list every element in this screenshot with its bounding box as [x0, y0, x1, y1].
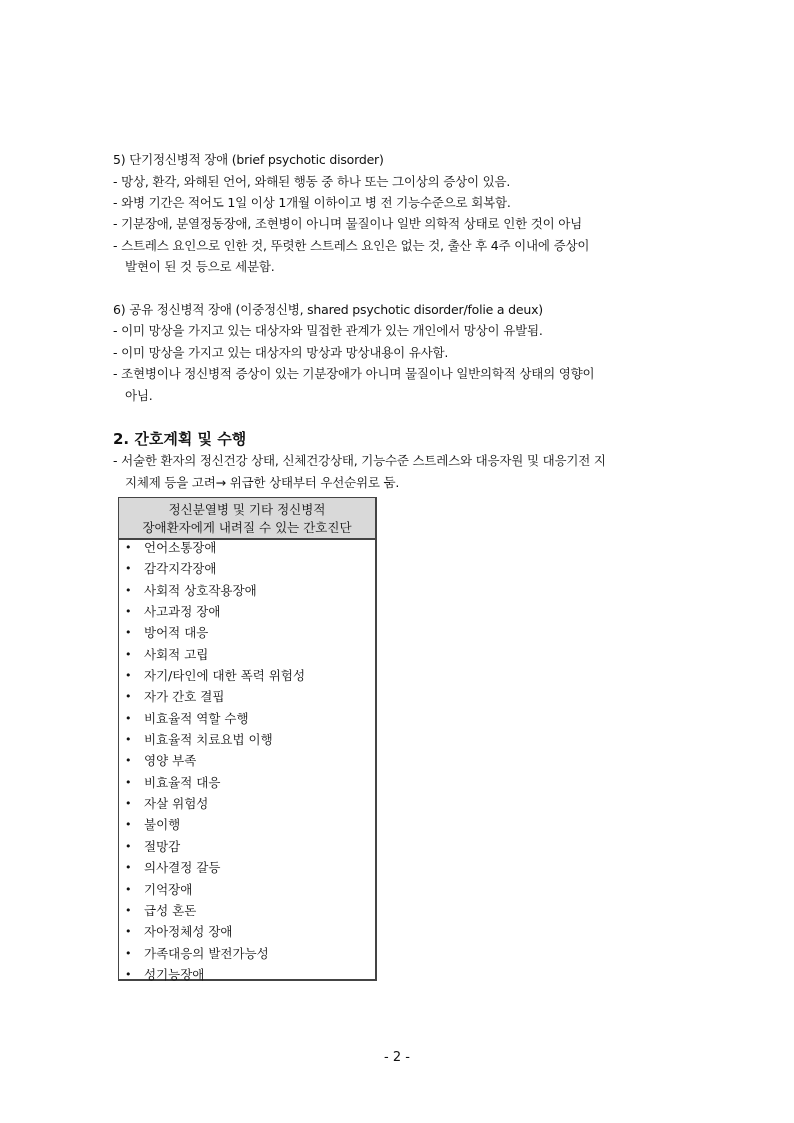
list-item-text: 사고과정 장애 — [144, 604, 221, 620]
bullet-icon: • — [125, 647, 132, 661]
list-item — [119, 689, 375, 710]
list-item-text: 급성 혼돈 — [144, 902, 197, 918]
section-5-bullet-2: - 와병 기간은 적어도 1일 이상 1개월 이하이고 병 전 기능수준으로 회복함. — [113, 195, 511, 210]
list-item-text: 가족대응의 발전가능성 — [144, 945, 269, 961]
list-item-text: 영양 부족 — [144, 753, 197, 769]
list-item-text: 의사결정 갈등 — [144, 860, 221, 876]
list-item — [119, 753, 375, 774]
section-5-title: 5) 단기정신병적 장애 (brief psychotic disorder) — [113, 152, 384, 167]
section-6-bullet-2: - 이미 망상을 가지고 있는 대상자의 망상과 망상내용이 유사함. — [113, 345, 449, 360]
list-item — [119, 903, 375, 924]
list-item — [119, 967, 375, 988]
list-item — [119, 946, 375, 967]
list-item-text: 비효율적 치료요법 이행 — [144, 732, 273, 748]
section-6-bullet-3: - 조현병이나 정신병적 증상이 있는 기분장애가 아니며 물질이나 일반의학적 상태의 영향이 — [113, 366, 595, 381]
bullet-icon: • — [125, 818, 132, 832]
diagnosis-list — [119, 540, 375, 988]
section-6-bullet-3-continuation: 아님. — [125, 388, 153, 403]
list-item-text: 언어소통장애 — [144, 540, 217, 555]
list-item — [119, 860, 375, 881]
list-item-text: 사회적 고립 — [144, 646, 209, 662]
list-item-text: 사회적 상호작용장애 — [144, 582, 257, 598]
bullet-icon: • — [125, 882, 132, 896]
list-item-text: 절망감 — [144, 838, 181, 854]
bullet-icon: • — [125, 541, 132, 554]
section-5-bullet-4: - 스트레스 요인으로 인한 것, 뚜렷한 스트레스 요인은 없는 것, 출산 후 4주 이내에 증상이 — [113, 238, 590, 253]
list-item-text: 불이행 — [144, 817, 181, 833]
bullet-icon: • — [125, 775, 132, 789]
list-item-text: 자가 간호 결핍 — [144, 689, 225, 705]
section-6-title: 6) 공유 정신병적 장애 (이중정신병, shared psychotic disorder/folie a deux) — [113, 302, 543, 317]
list-item — [119, 583, 375, 604]
list-item — [119, 796, 375, 817]
list-item — [119, 775, 375, 796]
bullet-icon: • — [125, 861, 132, 875]
bullet-icon: • — [125, 690, 132, 704]
list-item — [119, 668, 375, 689]
section-6-bullet-1: - 이미 망상을 가지고 있는 대상자와 밀접한 관계가 있는 개인에서 망상이 유발됨. — [113, 323, 543, 338]
list-item — [119, 561, 375, 582]
bullet-icon: • — [125, 925, 132, 939]
bullet-icon: • — [125, 605, 132, 619]
bullet-icon: • — [125, 754, 132, 768]
list-item — [119, 882, 375, 903]
list-item — [119, 540, 375, 561]
bullet-icon: • — [125, 733, 132, 747]
list-item-text: 자아정체성 장애 — [144, 924, 233, 940]
list-item — [119, 604, 375, 625]
bullet-icon: • — [125, 839, 132, 853]
list-item-text: 방어적 대응 — [144, 625, 209, 641]
page-number: - 2 - — [384, 1050, 410, 1065]
nursing-plan-heading: 2. 간호계획 및 수행 — [113, 430, 247, 448]
section-5-bullet-3: - 기분장애, 분열정동장애, 조현병이 아니며 물질이나 일반 의학적 상태로 인한 것이 아님 — [113, 216, 582, 231]
bullet-icon: • — [125, 562, 132, 576]
list-item-text: 자살 위험성 — [144, 796, 209, 812]
list-item-text: 감각지각장애 — [144, 561, 217, 577]
table-header-line-2: 장애환자에게 내려질 수 있는 간호진단 — [142, 520, 352, 535]
table-header-line-1: 정신분열병 및 기타 정신병적 — [168, 502, 326, 517]
bullet-icon: • — [125, 583, 132, 597]
list-item-text: 자기/타인에 대한 폭력 위험성 — [144, 668, 306, 684]
table-header — [119, 498, 375, 540]
list-item — [119, 732, 375, 753]
section-5-bullet-1: - 망상, 환각, 와해된 언어, 와해된 행동 중 하나 또는 그이상의 증상이 있음. — [113, 174, 511, 189]
bullet-icon: • — [125, 946, 132, 960]
bullet-icon: • — [125, 669, 132, 683]
list-item — [119, 647, 375, 668]
list-item — [119, 839, 375, 860]
list-item — [119, 711, 375, 732]
nursing-diagnosis-table — [118, 497, 377, 981]
nursing-plan-line-2: 지체제 등을 고려→ 위급한 상태부터 우선순위로 둠. — [125, 475, 400, 490]
bullet-icon: • — [125, 711, 132, 725]
section-5-bullet-4-continuation: 발현이 된 것 등으로 세분함. — [125, 259, 275, 274]
list-item — [119, 924, 375, 945]
nursing-plan-line-1: - 서술한 환자의 정신건강 상태, 신체건강상태, 기능수준 스트레스와 대응자원 및 대응기전 지 — [113, 453, 606, 468]
list-item — [119, 817, 375, 838]
bullet-icon: • — [125, 903, 132, 917]
bullet-icon: • — [125, 797, 132, 811]
bullet-icon: • — [125, 967, 132, 981]
list-item — [119, 625, 375, 646]
bullet-icon: • — [125, 626, 132, 640]
list-item-text: 비효율적 역할 수행 — [144, 710, 249, 726]
list-item-text: 기억장애 — [144, 881, 193, 897]
list-item-text: 성기능장애 — [144, 966, 205, 982]
list-item-text: 비효율적 대응 — [144, 774, 221, 790]
